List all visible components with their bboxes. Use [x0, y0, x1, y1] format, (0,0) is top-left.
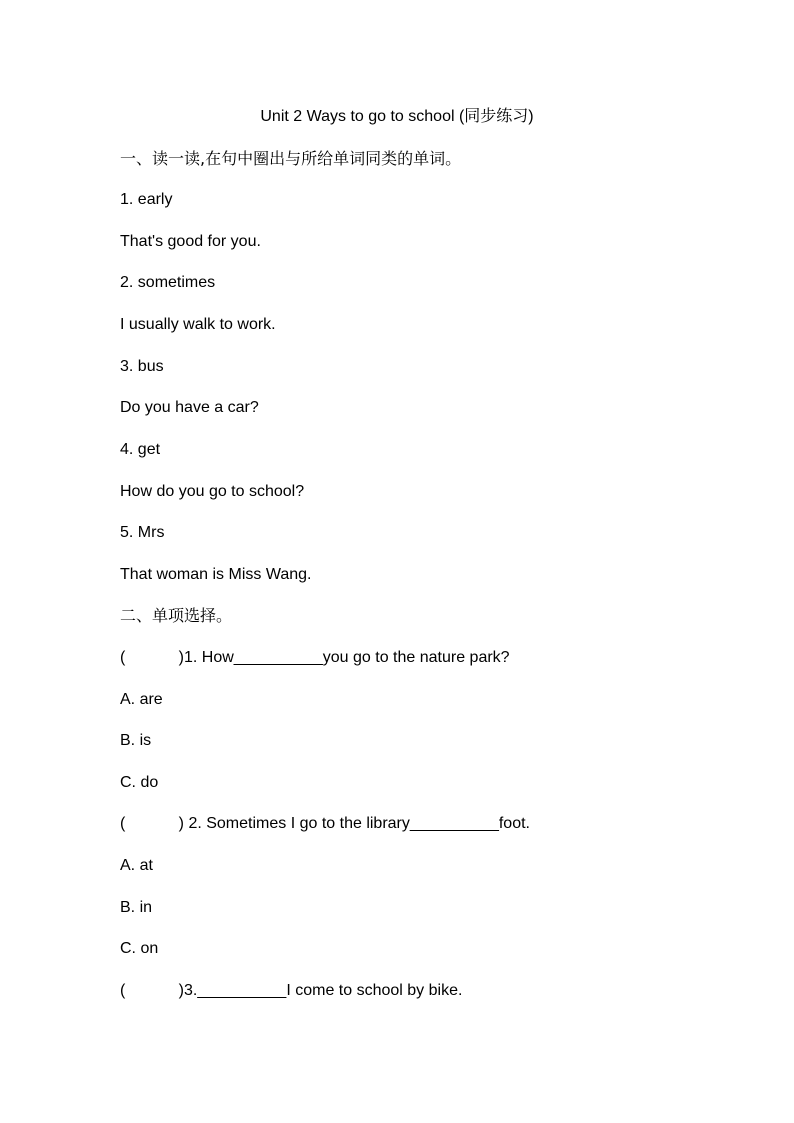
document-title: Unit 2 Ways to go to school (同步练习): [260, 108, 534, 125]
section1-item-3-word: 3. bus: [120, 358, 164, 375]
section1-item-5-sentence: That woman is Miss Wang.: [120, 566, 312, 583]
question-2-option-c: C. on: [120, 940, 159, 957]
question-3-stem: ( )3.__________I come to school by bike.: [120, 982, 463, 999]
section2-heading: 二、单项选择。: [120, 606, 233, 625]
section1-item-4-word: 4. get: [120, 441, 161, 458]
section1-item-1-sentence: That's good for you.: [120, 233, 261, 250]
section1-heading: 一、读一读,在句中圈出与所给单词同类的单词。: [120, 149, 462, 168]
section1-item-4-sentence: How do you go to school?: [120, 483, 305, 500]
question-1-option-a: A. are: [120, 691, 163, 708]
question-1-option-b: B. is: [120, 732, 152, 749]
question-1-option-c: C. do: [120, 774, 159, 791]
question-2-stem: ( ) 2. Sometimes I go to the library__________foot.: [120, 815, 530, 832]
section1-item-3-sentence: Do you have a car?: [120, 399, 259, 416]
section1-item-5-word: 5. Mrs: [120, 524, 165, 541]
section1-item-2-word: 2. sometimes: [120, 274, 216, 291]
section1-item-2-sentence: I usually walk to work.: [120, 316, 276, 333]
section1-item-1-word: 1. early: [120, 191, 173, 208]
question-2-option-a: A. at: [120, 857, 153, 874]
question-1-stem: ( )1. How__________you go to the nature park?: [120, 649, 510, 666]
question-2-option-b: B. in: [120, 899, 153, 916]
